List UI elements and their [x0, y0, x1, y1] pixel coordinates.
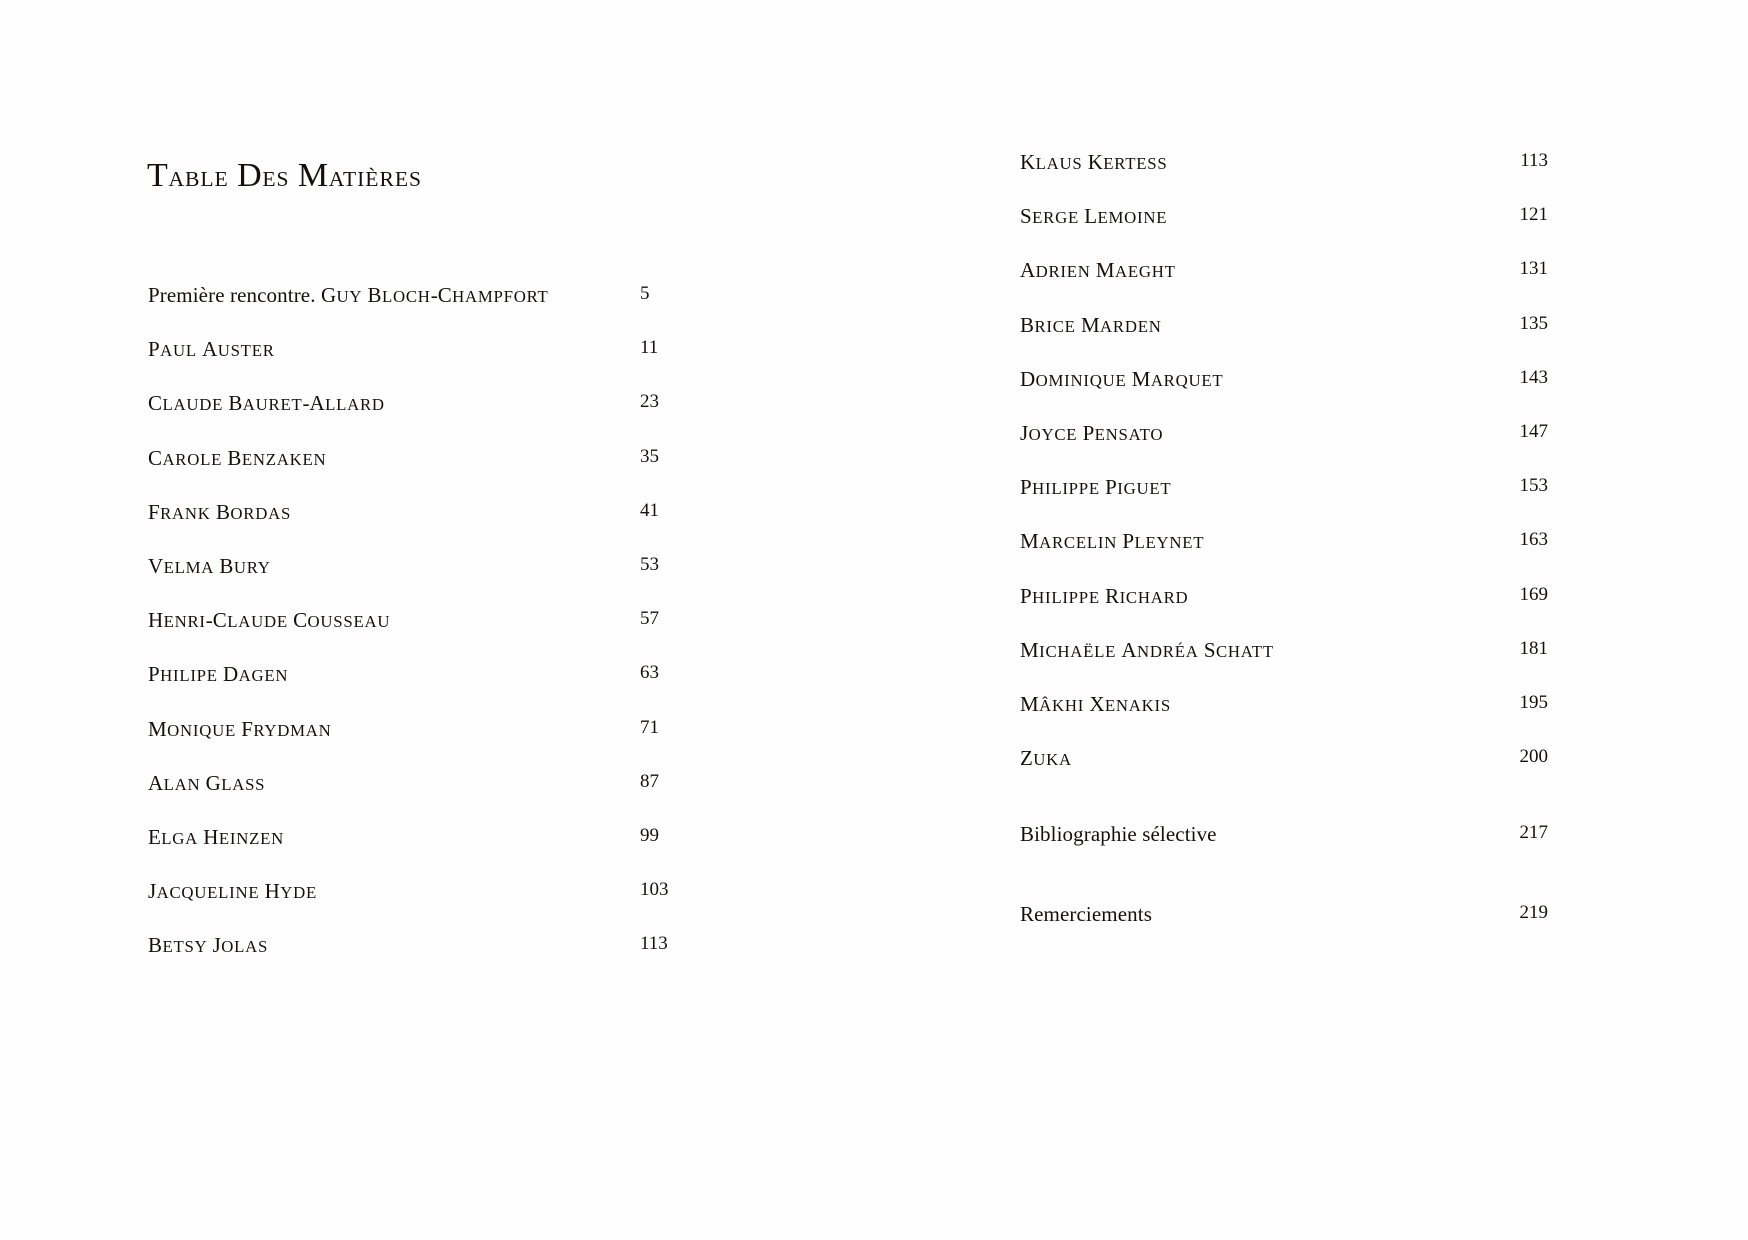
toc-page-number: 5	[640, 283, 650, 304]
toc-entry[interactable]: ALAN GLASS 87	[148, 770, 659, 795]
toc-entry[interactable]: BRICE MARDEN 135	[1020, 312, 1548, 337]
toc-entry[interactable]: ZUKA 200	[1020, 746, 1548, 771]
toc-page-number: 200	[1519, 746, 1548, 768]
toc-entry[interactable]: DOMINIQUE MARQUET 143	[1020, 366, 1548, 391]
toc-entry[interactable]: PAUL AUSTER 11	[148, 337, 659, 362]
toc-page-number: 103	[640, 879, 669, 901]
toc-entry[interactable]: JACQUELINE HYDE 103	[148, 879, 669, 904]
toc-page-number: 99	[640, 825, 659, 846]
toc-entry[interactable]: SERGE LEMOINE 121	[1020, 204, 1548, 229]
toc-entry[interactable]: PHILIPE DAGEN 63	[148, 662, 659, 687]
toc-entry[interactable]: HENRI-CLAUDE COUSSEAU 57	[148, 608, 659, 633]
toc-page-number: 147	[1519, 421, 1548, 442]
toc-page-number: 113	[640, 933, 668, 955]
toc-page-number: 217	[1519, 822, 1548, 843]
toc-page-number: 53	[640, 554, 659, 575]
toc-page-number: 131	[1519, 258, 1548, 280]
toc-page-number: 163	[1519, 529, 1548, 551]
toc-page-number: 11	[640, 337, 659, 359]
toc-page-number: 63	[640, 662, 659, 684]
page-title: TABLE DES MATIÈRES	[147, 157, 422, 194]
toc-entry[interactable]: MARCELIN PLEYNET 163	[1020, 529, 1548, 554]
toc-entry[interactable]: CLAUDE BAURET-ALLARD 23	[148, 391, 659, 416]
toc-page-number: 87	[640, 770, 659, 792]
toc-entry[interactable]: VELMA BURY 53	[148, 554, 659, 578]
toc-page-number: 71	[640, 716, 659, 738]
toc-entry[interactable]: Bibliographie sélective 217	[1020, 822, 1548, 846]
toc-page-number: 135	[1519, 312, 1548, 334]
toc-page-number: 113	[1520, 150, 1548, 171]
toc-entry[interactable]: FRANK BORDAS 41	[148, 499, 659, 524]
toc-page-number: 121	[1519, 204, 1548, 226]
toc-entry[interactable]: CAROLE BENZAKEN 35	[148, 445, 659, 470]
toc-page-number: 153	[1519, 475, 1548, 497]
toc-page-number: 169	[1519, 583, 1548, 605]
toc-page-number: 195	[1519, 692, 1548, 713]
toc-page-number: 57	[640, 608, 659, 630]
toc-page-number: 41	[640, 499, 659, 521]
toc-entry[interactable]: PHILIPPE PIGUET 153	[1020, 475, 1548, 500]
toc-entry[interactable]: KLAUS KERTESS 113	[1020, 150, 1548, 174]
toc-page-number: 181	[1519, 637, 1548, 659]
toc-entry[interactable]: ADRIEN MAEGHT 131	[1020, 258, 1548, 283]
toc-entry[interactable]: MICHAËLE ANDRÉA SCHATT 181	[1020, 637, 1548, 662]
toc-entry[interactable]: MÂKHI XENAKIS 195	[1020, 692, 1548, 716]
toc-page-number: 143	[1519, 366, 1548, 388]
toc-entry[interactable]: Première rencontre. GUY BLOCH-CHAMPFORT 5	[148, 283, 650, 307]
toc-entry[interactable]: Remerciements 219	[1020, 902, 1548, 926]
toc-entry[interactable]: JOYCE PENSATO 147	[1020, 421, 1548, 445]
toc-entry[interactable]: PHILIPPE RICHARD 169	[1020, 583, 1548, 608]
toc-entry[interactable]: BETSY JOLAS 113	[148, 933, 668, 958]
toc-entry[interactable]: ELGA HEINZEN 99	[148, 825, 659, 849]
toc-page-number: 23	[640, 391, 659, 413]
toc-entry[interactable]: MONIQUE FRYDMAN 71	[148, 716, 659, 741]
toc-page-number: 219	[1519, 902, 1548, 923]
toc-page-number: 35	[640, 445, 659, 467]
